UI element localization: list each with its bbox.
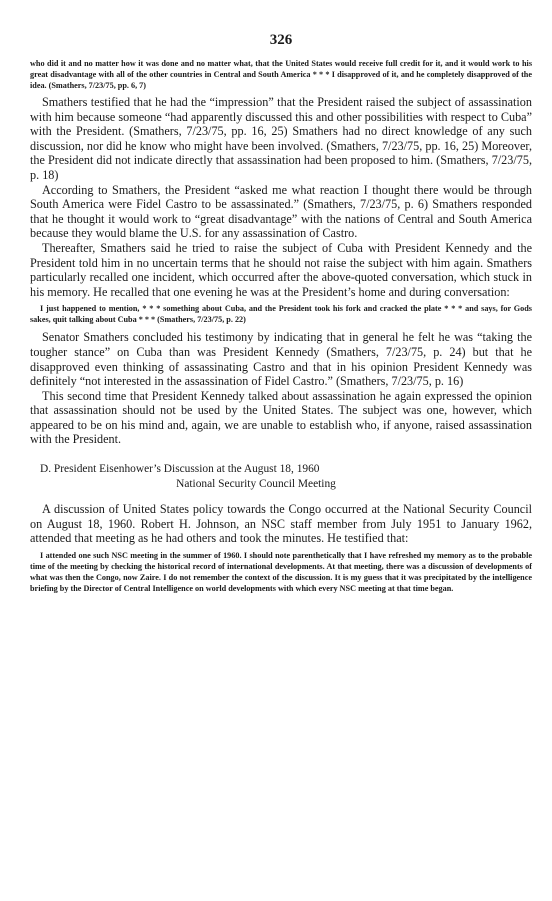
section-heading-line-2: National Security Council Meeting [176,478,336,491]
quote-fork-plate: I just happened to mention, * * * something about Cuba, and the President took his fork and cracked the plate * * * and says, for Gods sakes, quit talking about Cuba * * * (Smathers, 7/23/75, p. 22) [30,304,532,325]
paragraph-smathers-impression: Smathers testified that he had the “impression” that the President raised the subject of assassination with him because someone “had apparently discussed this and other possibilities with respect to Cuba” with the President. (Smathers, 7/23/75, pp. 16, 25) Smathers had no direct knowledge of any such discussion, nor did he know who might have been involved. (Smathers, 7/23/75, pp. 16, 25) Moreover, the President did not indicate directly that assassination had been proposed to him. (Smathers, 7/23/75, p. 18) [30,95,532,182]
paragraph-second-time: This second time that President Kennedy talked about assassination he again expressed the opinion that assassination should not be used by the United States. The subject was one, however, which appeared to be on his mind and, again, we are unable to establish who, if anyone, raised assassination with the President. [30,388,532,447]
page-number: 326 [269,32,293,48]
document-page [30,32,532,599]
paragraph-congo-discussion: A discussion of United States policy towards the Congo occurred at the National Security Council on August 18, 1960. Robert H. Johnson, an NSC staff member from July 1951 to January 1962, attended that meeting as he had others and took the minutes. He testified that: [30,502,532,546]
section-heading-line-1: D. President Eisenhower’s Discussion at the August 18, 1960 [40,463,320,476]
quote-continuation: who did it and no matter how it was done and no matter what, that the United States would receive full credit for it, and it would work to his great disadvantage with all of the other countries in Central and South America * * * I disapproved of it, and he completely disapproved of the idea. (Smathers, 7/23/75, pp. 6, 7) [30,59,532,90]
paragraph-south-america-reaction: According to Smathers, the President “asked me what reaction I thought there would be through South America were Fidel Castro to be assassinated.” (Smathers, 7/23/75, p. 6) Smathers responded that he thought it would work to “great disadvantage” with the nations of Central and South America because they would blame the U.S. for any assassination of Castro. [30,182,532,241]
paragraph-raise-cuba-subject: Thereafter, Smathers said he tried to raise the subject of Cuba with President Kennedy and the President told him in no uncertain terms that he should not raise the subject with him again. Smathers particularly recalled one incident, which occurred after the above-quoted conversation, which stuck in his memory. He recalled that one evening he was at the President’s home and during conversation: [30,240,532,299]
paragraph-smathers-conclusion: Senator Smathers concluded his testimony by indicating that in general he felt he was “taking the tougher stance” on Cuba than was President Kennedy (Smathers, 7/23/75, p. 24) but that he disapproved even thinking of assassinating Castro and that in his opinion President Kennedy was definitely “not interested in the assassination of Fidel Castro.” (Smathers, 7/23/75, p. 16) [30,330,532,389]
section-heading [30,462,532,492]
quote-johnson-testimony: I attended one such NSC meeting in the summer of 1960. I should note parenthetically that I have refreshed my memory as to the probable time of the meeting by checking the historical record of international developments. At that meeting, there was a discussion of developments of what was then the Congo, now Zaire. I do not remember the context of the discussion. It is my guess that it was precipitated by the intelligence briefing by the Director of Central Intelligence on world developments with which every NSC meeting at that time began. [30,550,532,593]
